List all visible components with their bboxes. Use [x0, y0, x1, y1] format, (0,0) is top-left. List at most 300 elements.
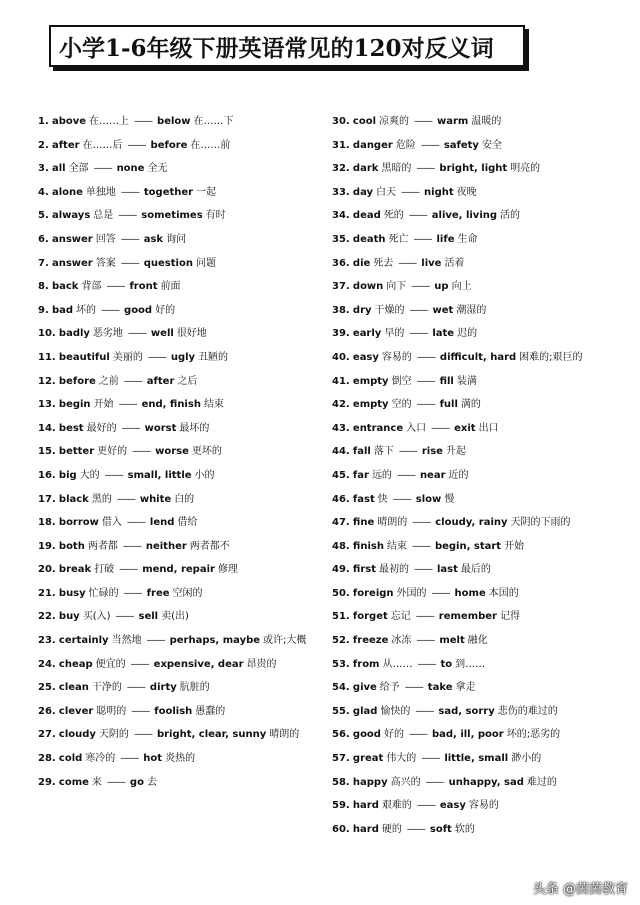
antonym-pair: [38, 322, 328, 346]
chinese-antonym-meaning: 小的: [194, 469, 215, 481]
english-word: empty: [352, 375, 389, 387]
chinese-antonym-meaning: 到……: [455, 658, 486, 670]
item-number: 36.: [332, 257, 350, 269]
english-word: clever: [58, 705, 94, 717]
chinese-meaning: 向下: [386, 281, 407, 293]
english-word: badly: [58, 328, 90, 340]
dash-separator: ——: [127, 139, 146, 151]
antonym-pair: [38, 629, 328, 653]
chinese-antonym-meaning: 问题: [195, 257, 216, 269]
english-word: back: [51, 281, 79, 293]
antonym-pair: [332, 252, 622, 276]
chinese-antonym-meaning: 迟的: [457, 328, 478, 340]
dash-separator: ——: [411, 540, 430, 552]
chinese-antonym-meaning: 活着: [444, 257, 465, 269]
english-antonym: take: [427, 682, 453, 694]
chinese-meaning: 高兴的: [390, 776, 421, 788]
chinese-meaning: 干燥的: [374, 304, 405, 316]
item-number: 52.: [332, 635, 350, 647]
antonym-pair: [38, 771, 328, 795]
dash-separator: ——: [93, 163, 112, 175]
chinese-meaning: 快: [377, 493, 388, 505]
chinese-meaning: 给予: [379, 682, 400, 694]
english-word: cold: [58, 753, 83, 765]
english-word: big: [58, 469, 77, 481]
english-antonym: easy: [439, 800, 466, 812]
english-antonym: below: [157, 116, 191, 127]
antonym-pair: [38, 605, 328, 629]
chinese-antonym-meaning: 最坏的: [179, 422, 210, 434]
item-number: 31.: [332, 139, 350, 151]
dash-separator: ——: [413, 233, 432, 245]
chinese-antonym-meaning: 之后: [177, 375, 198, 387]
english-word: glad: [352, 705, 378, 717]
item-number: 21.: [38, 587, 56, 599]
dash-separator: ——: [416, 399, 435, 411]
dash-separator: ——: [416, 800, 435, 812]
english-word: borrow: [58, 517, 99, 529]
english-word: fall: [352, 446, 371, 458]
english-word: easy: [352, 351, 379, 363]
english-antonym: together: [143, 186, 194, 198]
english-word: after: [51, 139, 80, 151]
item-number: 9.: [38, 304, 49, 316]
dash-separator: ——: [425, 776, 444, 788]
antonym-pair: [332, 653, 622, 677]
chinese-antonym-meaning: 在……下: [193, 116, 234, 127]
antonym-pair: [332, 110, 622, 134]
antonym-pair: [332, 676, 622, 700]
chinese-meaning: 冰冻: [391, 635, 412, 647]
item-number: 28.: [38, 753, 56, 765]
antonym-pair: [332, 275, 622, 299]
english-word: buy: [58, 611, 80, 623]
antonym-pair: [38, 181, 328, 205]
dash-separator: ——: [130, 658, 149, 670]
item-number: 40.: [332, 351, 350, 363]
chinese-meaning: 容易的: [381, 351, 412, 363]
english-antonym: sad, sorry: [438, 705, 495, 717]
antonym-pair: [332, 535, 622, 559]
english-word: begin: [58, 399, 91, 411]
chinese-meaning: 好的: [383, 729, 404, 741]
english-word: cheap: [58, 658, 93, 670]
item-number: 38.: [332, 304, 350, 316]
english-word: die: [352, 257, 371, 269]
item-number: 41.: [332, 375, 350, 387]
english-word: busy: [58, 587, 86, 599]
dash-separator: ——: [123, 375, 142, 387]
chinese-meaning: 全部: [68, 163, 89, 175]
english-word: black: [58, 493, 89, 505]
antonym-pair: [38, 346, 328, 370]
item-number: 58.: [332, 776, 350, 788]
english-antonym: foolish: [154, 705, 193, 717]
chinese-meaning: 落下: [373, 446, 394, 458]
english-word: all: [51, 163, 66, 175]
english-antonym: home: [454, 587, 486, 599]
chinese-antonym-meaning: 借给: [177, 517, 198, 529]
chinese-meaning: 之前: [98, 375, 119, 387]
chinese-meaning: 死去: [373, 257, 394, 269]
chinese-antonym-meaning: 全无: [147, 163, 168, 175]
chinese-meaning: 远的: [371, 469, 392, 481]
chinese-antonym-meaning: 装满: [456, 375, 477, 387]
english-word: come: [58, 776, 89, 788]
antonym-pair: [38, 299, 328, 323]
dash-separator: ——: [118, 399, 137, 411]
antonym-pair: [332, 228, 622, 252]
dash-separator: ——: [121, 422, 140, 434]
english-word: fast: [352, 493, 375, 505]
antonym-pair: [38, 110, 328, 134]
dash-separator: ——: [416, 163, 435, 175]
english-word: before: [58, 375, 96, 387]
antonym-pair: [332, 346, 622, 370]
chinese-meaning: 大的: [79, 469, 100, 481]
english-word: dry: [352, 304, 372, 316]
english-antonym: go: [129, 776, 144, 788]
item-number: 59.: [332, 800, 350, 812]
chinese-meaning: 白天: [376, 186, 397, 198]
item-number: 54.: [332, 682, 350, 694]
chinese-antonym-meaning: 昂贵的: [246, 658, 277, 670]
item-number: 7.: [38, 257, 49, 269]
chinese-meaning: 背部: [81, 281, 102, 293]
dash-separator: ——: [398, 257, 417, 269]
item-number: 35.: [332, 233, 350, 245]
english-word: break: [58, 564, 92, 576]
chinese-antonym-meaning: 修理: [217, 564, 238, 576]
chinese-meaning: 当然地: [111, 635, 142, 647]
antonym-pair: [332, 134, 622, 158]
antonym-pair: [38, 370, 328, 394]
english-antonym: good: [124, 304, 153, 316]
chinese-meaning: 买(入): [82, 611, 111, 623]
chinese-antonym-meaning: 在……前: [190, 139, 231, 151]
english-antonym: begin, start: [434, 540, 502, 552]
dash-separator: ——: [126, 682, 145, 694]
english-antonym: white: [139, 493, 172, 505]
chinese-meaning: 黑暗的: [381, 163, 412, 175]
english-antonym: worst: [144, 422, 177, 434]
english-word: entrance: [352, 422, 404, 434]
dash-separator: ——: [408, 729, 427, 741]
item-number: 60.: [332, 823, 350, 835]
right-column: [332, 110, 622, 841]
chinese-antonym-meaning: 很好地: [176, 328, 207, 340]
chinese-antonym-meaning: 卖(出): [161, 611, 189, 623]
dash-separator: ——: [120, 257, 139, 269]
item-number: 56.: [332, 729, 350, 741]
antonym-pair: [332, 582, 622, 606]
dash-separator: ——: [431, 587, 450, 599]
watermark: 头条 @茵茵教育: [532, 882, 628, 897]
dash-separator: ——: [104, 469, 123, 481]
item-number: 51.: [332, 611, 350, 623]
english-word: hard: [352, 800, 379, 812]
chinese-meaning: 艰难的: [381, 800, 412, 812]
item-number: 25.: [38, 682, 56, 694]
english-antonym: expensive, dear: [153, 658, 244, 670]
chinese-antonym-meaning: 结束: [203, 399, 224, 411]
english-antonym: none: [116, 163, 145, 175]
dash-separator: ——: [415, 705, 434, 717]
english-word: good: [352, 729, 381, 741]
item-number: 14.: [38, 422, 56, 434]
dash-separator: ——: [401, 186, 420, 198]
english-antonym: lend: [149, 517, 175, 529]
english-antonym: fill: [439, 375, 454, 387]
english-antonym: end, finish: [141, 399, 201, 411]
dash-separator: ——: [115, 611, 134, 623]
dash-separator: ——: [409, 328, 428, 340]
english-word: alone: [51, 186, 83, 198]
antonym-pair: [332, 464, 622, 488]
antonym-pair: [38, 252, 328, 276]
english-word: both: [58, 540, 85, 552]
english-antonym: neither: [145, 540, 187, 552]
item-number: 11.: [38, 351, 56, 363]
chinese-meaning: 入口: [406, 422, 427, 434]
item-number: 57.: [332, 753, 350, 765]
english-antonym: exit: [454, 422, 476, 434]
english-word: dead: [352, 210, 381, 222]
antonym-pair: [332, 558, 622, 582]
english-antonym: mend, repair: [142, 564, 215, 576]
item-number: 47.: [332, 517, 350, 529]
english-antonym: free: [146, 587, 170, 599]
chinese-meaning: 天阴的: [98, 729, 129, 741]
chinese-meaning: 答案: [95, 257, 116, 269]
english-word: cloudy: [58, 729, 96, 741]
english-word: great: [352, 753, 384, 765]
item-number: 48.: [332, 540, 350, 552]
chinese-meaning: 恶劣地: [92, 328, 123, 340]
antonym-pair: [332, 322, 622, 346]
dash-separator: ——: [420, 139, 439, 151]
item-number: 39.: [332, 328, 350, 340]
antonym-pair: [38, 558, 328, 582]
item-number: 50.: [332, 587, 350, 599]
chinese-antonym-meaning: 温暖的: [471, 116, 502, 127]
chinese-meaning: 在……上: [89, 116, 130, 127]
item-number: 1.: [38, 116, 49, 127]
english-word: empty: [352, 399, 389, 411]
chinese-meaning: 借入: [101, 517, 122, 529]
chinese-antonym-meaning: 夜晚: [456, 186, 477, 198]
antonym-pair: [332, 488, 622, 512]
english-antonym: rise: [421, 446, 443, 458]
chinese-antonym-meaning: 天阴的下雨的: [510, 517, 571, 529]
english-antonym: sell: [138, 611, 159, 623]
antonym-pair: [332, 370, 622, 394]
item-number: 55.: [332, 705, 350, 717]
english-antonym: question: [143, 257, 193, 269]
chinese-meaning: 总是: [93, 210, 114, 222]
chinese-meaning: 打破: [94, 564, 115, 576]
item-number: 17.: [38, 493, 56, 505]
dash-separator: ——: [106, 776, 125, 788]
chinese-antonym-meaning: 融化: [467, 635, 488, 647]
chinese-antonym-meaning: 或许;大概: [263, 635, 307, 647]
english-antonym: life: [436, 233, 455, 245]
chinese-meaning: 结束: [386, 540, 407, 552]
chinese-antonym-meaning: 近的: [448, 469, 469, 481]
english-antonym: small, little: [127, 469, 192, 481]
antonym-pair: [38, 676, 328, 700]
dash-separator: ——: [120, 753, 139, 765]
english-word: above: [51, 116, 87, 127]
chinese-antonym-meaning: 肮脏的: [179, 682, 210, 694]
item-number: 23.: [38, 635, 56, 647]
english-word: finish: [352, 540, 384, 552]
chinese-antonym-meaning: 明亮的: [510, 163, 541, 175]
chinese-meaning: 黑的: [91, 493, 112, 505]
antonym-pair: [38, 417, 328, 441]
chinese-antonym-meaning: 满的: [460, 399, 481, 411]
english-antonym: sometimes: [141, 210, 203, 222]
dash-separator: ——: [120, 233, 139, 245]
item-number: 12.: [38, 375, 56, 387]
english-word: freeze: [352, 635, 389, 647]
antonym-pair: [332, 417, 622, 441]
dash-separator: ——: [133, 729, 152, 741]
dash-separator: ——: [411, 281, 430, 293]
item-number: 53.: [332, 658, 350, 670]
chinese-meaning: 硬的: [381, 823, 402, 835]
antonym-pair: [332, 629, 622, 653]
chinese-antonym-meaning: 前面: [160, 281, 181, 293]
chinese-antonym-meaning: 记得: [500, 611, 520, 623]
english-word: beautiful: [58, 351, 110, 363]
english-antonym: safety: [443, 139, 479, 151]
chinese-meaning: 单独地: [85, 186, 116, 198]
item-number: 43.: [332, 422, 350, 434]
english-antonym: soft: [429, 823, 452, 835]
dash-separator: ——: [123, 587, 142, 599]
antonym-pair: [332, 511, 622, 535]
english-word: death: [352, 233, 386, 245]
chinese-meaning: 坏的: [76, 304, 97, 316]
item-number: 3.: [38, 163, 49, 175]
english-antonym: warm: [437, 116, 469, 127]
english-antonym: dirty: [149, 682, 177, 694]
antonym-pair: [332, 747, 622, 771]
chinese-antonym-meaning: 本国的: [488, 587, 519, 599]
english-word: forget: [352, 611, 388, 623]
english-word: day: [352, 186, 374, 198]
dash-separator: ——: [122, 540, 141, 552]
dash-separator: ——: [409, 304, 428, 316]
chinese-meaning: 死亡: [388, 233, 409, 245]
antonym-pair: [38, 228, 328, 252]
dash-separator: ——: [398, 446, 417, 458]
chinese-meaning: 忙碌的: [88, 587, 119, 599]
english-antonym: last: [436, 564, 458, 576]
chinese-meaning: 最好的: [86, 422, 117, 434]
english-word: bad: [51, 304, 74, 316]
english-antonym: little, small: [444, 753, 509, 765]
dash-separator: ——: [132, 446, 151, 458]
antonym-pair: [38, 488, 328, 512]
item-number: 44.: [332, 446, 350, 458]
english-antonym: ask: [143, 233, 164, 245]
chinese-meaning: 愉快的: [380, 705, 411, 717]
dash-separator: ——: [431, 422, 450, 434]
chinese-antonym-meaning: 出口: [478, 422, 499, 434]
dash-separator: ——: [146, 635, 165, 647]
antonym-pair: [38, 511, 328, 535]
chinese-meaning: 伟大的: [386, 753, 417, 765]
chinese-meaning: 美丽的: [112, 351, 143, 363]
english-antonym: night: [424, 186, 454, 198]
chinese-antonym-meaning: 潮湿的: [456, 304, 487, 316]
chinese-antonym-meaning: 悲伤的难过的: [497, 705, 558, 717]
chinese-antonym-meaning: 愚蠢的: [195, 705, 226, 717]
english-word: certainly: [58, 635, 109, 647]
english-antonym: before: [150, 139, 188, 151]
item-number: 32.: [332, 163, 350, 175]
chinese-meaning: 更好的: [97, 446, 128, 458]
chinese-antonym-meaning: 有时: [205, 210, 226, 222]
item-number: 24.: [38, 658, 56, 670]
english-word: happy: [352, 776, 388, 788]
dash-separator: ——: [131, 705, 150, 717]
english-antonym: after: [146, 375, 175, 387]
item-number: 13.: [38, 399, 56, 411]
dash-separator: ——: [417, 658, 436, 670]
english-word: far: [352, 469, 369, 481]
chinese-meaning: 忘记: [390, 611, 411, 623]
chinese-meaning: 在……后: [82, 139, 123, 151]
english-antonym: live: [421, 257, 442, 269]
english-word: from: [352, 658, 380, 670]
chinese-antonym-meaning: 询问: [166, 233, 187, 245]
chinese-meaning: 开始: [93, 399, 114, 411]
english-word: fine: [352, 517, 375, 529]
english-word: cool: [352, 116, 377, 127]
item-number: 2.: [38, 139, 49, 151]
chinese-antonym-meaning: 难过的: [526, 776, 557, 788]
antonym-pair: [38, 440, 328, 464]
dash-separator: ——: [408, 210, 427, 222]
english-antonym: unhappy, sad: [448, 776, 524, 788]
chinese-antonym-meaning: 更坏的: [191, 446, 222, 458]
english-antonym: bright, clear, sunny: [156, 729, 267, 741]
dash-separator: ——: [416, 351, 435, 363]
english-antonym: perhaps, maybe: [169, 635, 261, 647]
dash-separator: ——: [406, 823, 425, 835]
item-number: 16.: [38, 469, 56, 481]
item-number: 5.: [38, 210, 49, 222]
item-number: 33.: [332, 186, 350, 198]
dash-separator: ——: [392, 493, 411, 505]
antonym-pair: [38, 747, 328, 771]
item-number: 10.: [38, 328, 56, 340]
chinese-meaning: 来: [91, 776, 102, 788]
chinese-antonym-meaning: 升起: [445, 446, 466, 458]
english-word: danger: [352, 139, 393, 151]
chinese-antonym-meaning: 炎热的: [165, 753, 196, 765]
chinese-meaning: 倒空: [391, 375, 412, 387]
item-number: 6.: [38, 233, 49, 245]
chinese-antonym-meaning: 一起: [196, 186, 217, 198]
chinese-meaning: 最初的: [378, 564, 409, 576]
english-antonym: to: [440, 658, 453, 670]
chinese-meaning: 回答: [95, 233, 116, 245]
chinese-antonym-meaning: 渺小的: [511, 753, 542, 765]
